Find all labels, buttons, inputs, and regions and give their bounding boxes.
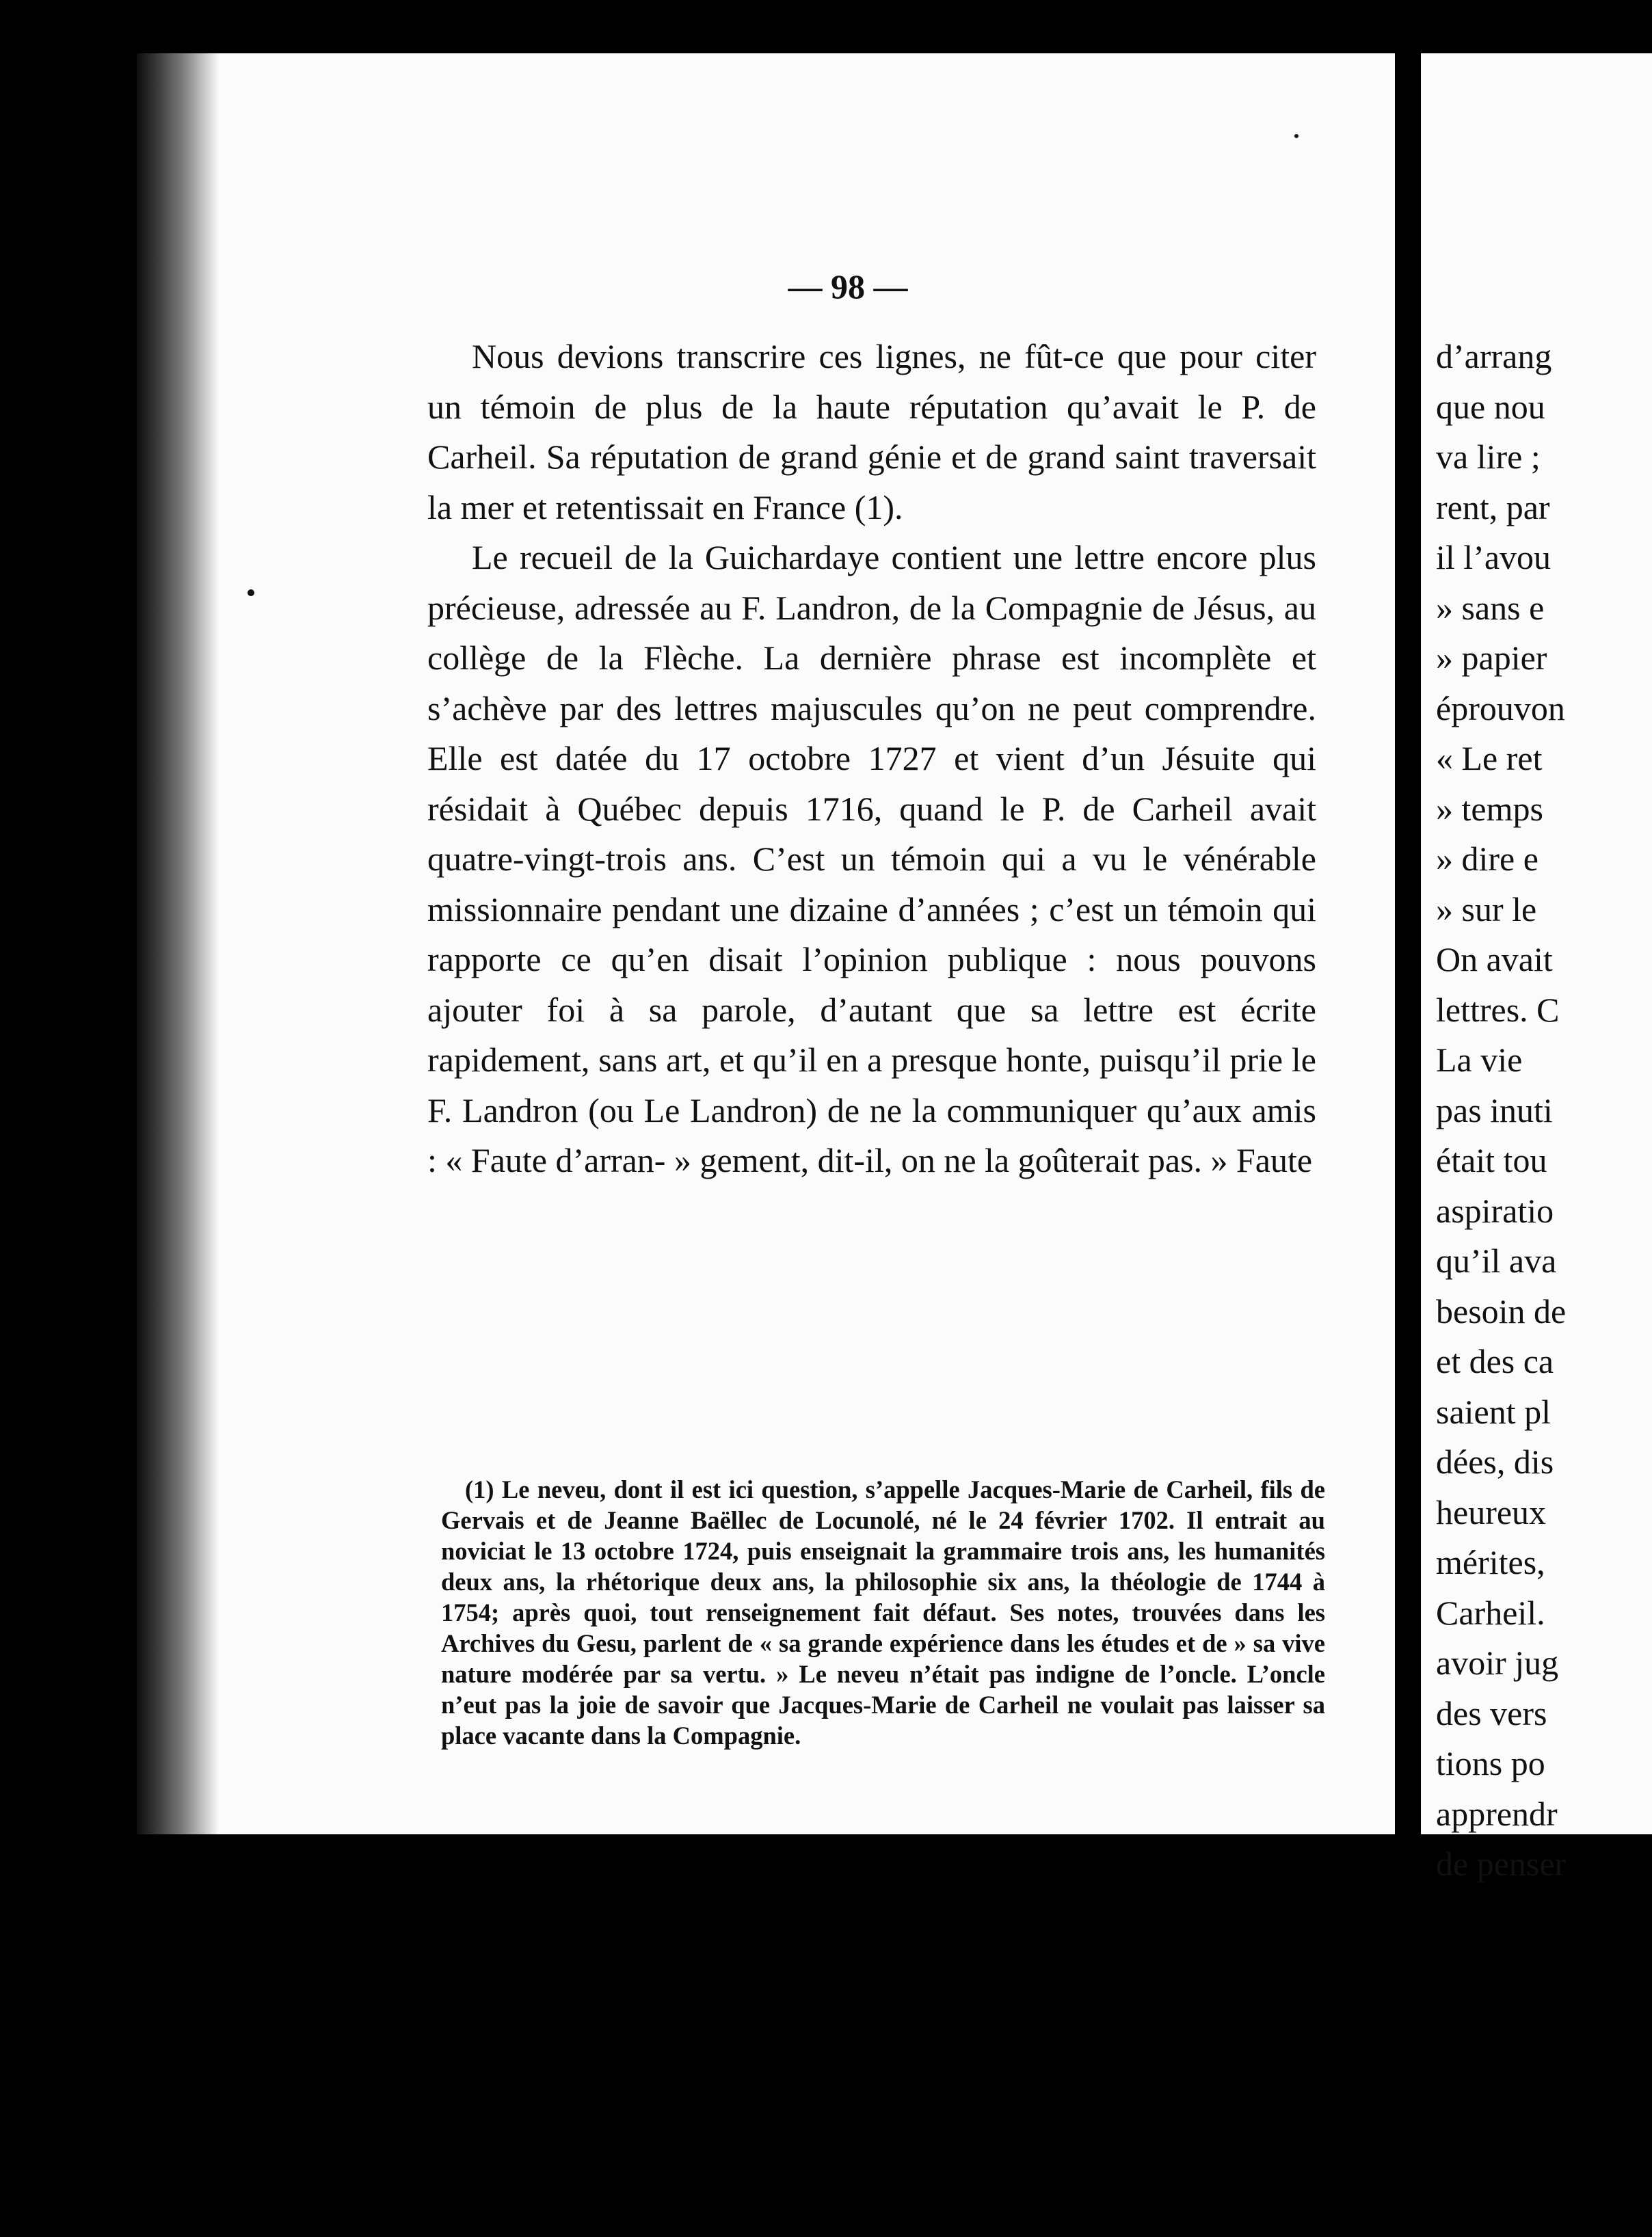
right-line: des vers xyxy=(1436,1693,1547,1732)
footnote-text: (1) Le neveu, dont il est ici question, s’appelle Jacques-Marie de Carheil, fils de Gervais et de Jeanne Baëllec de Locunolé, né le 24 février 1702. Il entrait au noviciat le 13 octobre 1724, puis enseignait la grammaire trois ans, les humanités deux ans, la rhétorique deux ans, la philosophie six ans, la théologie de 1744 à 1754; après quoi, tout renseignement fait défaut. Ses notes, trouvées dans les Archives du Gesu, parlent de « sa grande expérience dans les études et de » sa vive nature modérée par sa vertu. » Le neveu n’était pas indigne de l’oncle. L’oncle n’eut pas la joie de savoir que Jacques-Marie de Carheil ne voulait pas laisser sa place vacante dans la Compagnie. xyxy=(441,1475,1325,1750)
right-line: rent, par xyxy=(1436,487,1550,526)
right-line: qu’il ava xyxy=(1436,1242,1557,1280)
right-line: éprouvon xyxy=(1436,688,1565,727)
right-line: que nou xyxy=(1436,387,1545,426)
right-line: pas inuti xyxy=(1436,1090,1553,1129)
page-number: — 98 — xyxy=(788,267,908,306)
right-line: apprendr xyxy=(1436,1794,1558,1833)
right-page-text xyxy=(1436,332,1652,1890)
paragraph-1: Nous devions transcrire ces lignes, ne fût-ce que pour citer un témoin de plus de la haute réputation qu’avait le P. de Carheil. Sa réputation de grand génie et de grand saint traversait la mer et retentissait en France (1). xyxy=(427,337,1316,526)
right-line: » sur le xyxy=(1436,889,1537,928)
right-line: La vie xyxy=(1436,1041,1523,1079)
ink-speck xyxy=(248,589,254,596)
right-line: était tou xyxy=(1436,1141,1547,1179)
right-line: besoin de xyxy=(1436,1291,1567,1330)
right-line: « Le ret xyxy=(1436,739,1543,777)
right-line: tions po xyxy=(1436,1744,1545,1782)
ink-speck xyxy=(1294,134,1298,138)
right-line: lettres. C xyxy=(1436,990,1560,1029)
right-line: d’arrang xyxy=(1436,337,1552,375)
right-line: avoir jug xyxy=(1436,1644,1559,1682)
right-line: dées, dis xyxy=(1436,1443,1554,1481)
binding-shadow xyxy=(137,53,219,1834)
right-line: et des ca xyxy=(1436,1342,1554,1380)
right-line: » sans e xyxy=(1436,588,1545,627)
right-line: va lire ; xyxy=(1436,438,1541,476)
right-line: heureux xyxy=(1436,1492,1547,1531)
right-line: On avait xyxy=(1436,940,1553,978)
right-line: » papier xyxy=(1436,639,1547,677)
right-line: » dire e xyxy=(1436,840,1538,878)
footnote xyxy=(441,1474,1325,1751)
right-line: » temps xyxy=(1436,789,1543,828)
right-line: il l’avou xyxy=(1436,538,1551,576)
paragraph-2: Le recueil de la Guichardaye contient une lettre encore plus précieuse, adressée au F. Landron, de la Compagnie de Jésus, au collège de la Flèche. La dernière phrase est incomplète et s’achève par des lettres majuscules qu’on ne peut comprendre. Elle est datée du 17 octobre 1727 et vient d’un Jésuite qui résidait à Québec depuis 1716, quand le P. de Carheil avait quatre-vingt-trois ans. C’est un témoin qui a vu le vénérable missionnaire pendant une dizaine d’années ; c’est un témoin qui rapporte ce qu’en disait l’opinion publique : nous pouvons ajouter foi à sa parole, d’autant que sa lettre est écrite rapidement, sans art, et qu’il en a presque honte, puisqu’il prie le F. Landron (ou Le Landron) de ne la communiquer qu’aux amis : « Faute d’arran- » gement, dit-il, on ne la goûterait pas. » Faute xyxy=(427,538,1316,1179)
right-line: mérites, xyxy=(1436,1543,1545,1581)
right-line: aspiratio xyxy=(1436,1191,1554,1230)
right-line: de penser xyxy=(1436,1845,1567,1883)
main-text xyxy=(427,332,1316,1186)
right-line: Carheil. xyxy=(1436,1593,1545,1632)
right-line: saient pl xyxy=(1436,1392,1551,1431)
